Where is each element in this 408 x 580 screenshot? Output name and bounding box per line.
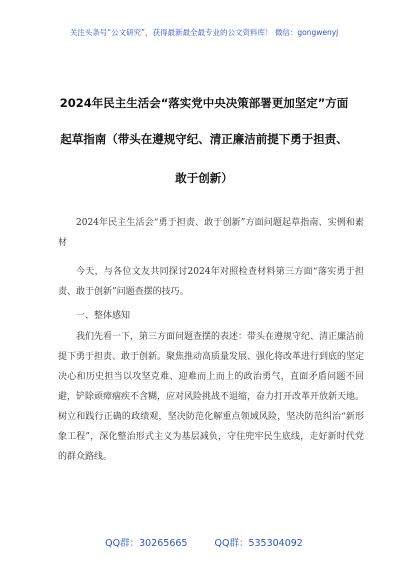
title-line-3: 敢于创新） [175, 171, 233, 185]
section-heading: 一、整体感知 [76, 311, 131, 321]
paragraph-intro: 今天，与各位文友共同探讨2024年对照检查材料第三方面“落实勇于担责、敢于创新”问题查摆的技巧。 [58, 267, 364, 297]
paragraph-body: 我们先看一下，第三方面问题查摆的表述：带头在遵规守纪、清正廉洁前提下勇于担责、敢于创新。聚焦推动高质量发展、强化将改革进行到底的坚定决心和历史担当以攻坚克难、迎难而上而上的政治勇气，直面矛盾问题不回避，铲除顽瘴痼疾不含糊，应对风险挑战不退缩，奋力打开改革开放新天地。树立和践行正确的政绩观，坚决防范化解重点领域风险，坚决防范纠治“新形象工程”，深化整治形式主义为基层减负，守住兜牢民生底线，走好新时代党的群众路线。 [58, 332, 365, 462]
footer [0, 535, 408, 549]
header-note: 关注头条号“公文研究”，获得最新最全最专业的公文资料库！ 微信：gongwenyj [69, 28, 339, 37]
footer-qq-group-2: QQ群：535304092 [214, 538, 303, 549]
title-line-1: 2024年民主生活会“落实党中央决策部署更加坚定”方面 [59, 96, 349, 110]
footer-qq-group-1: QQ群：30265665 [105, 538, 188, 549]
title-line-2: 起草指南（带头在遵规守纪、清正廉洁前提下勇于担责、 [60, 132, 348, 146]
paragraph-subtitle: 2024年民主生活会“勇于担责、敢于创新”方面问题起草指南、实例和素材 [58, 218, 364, 248]
